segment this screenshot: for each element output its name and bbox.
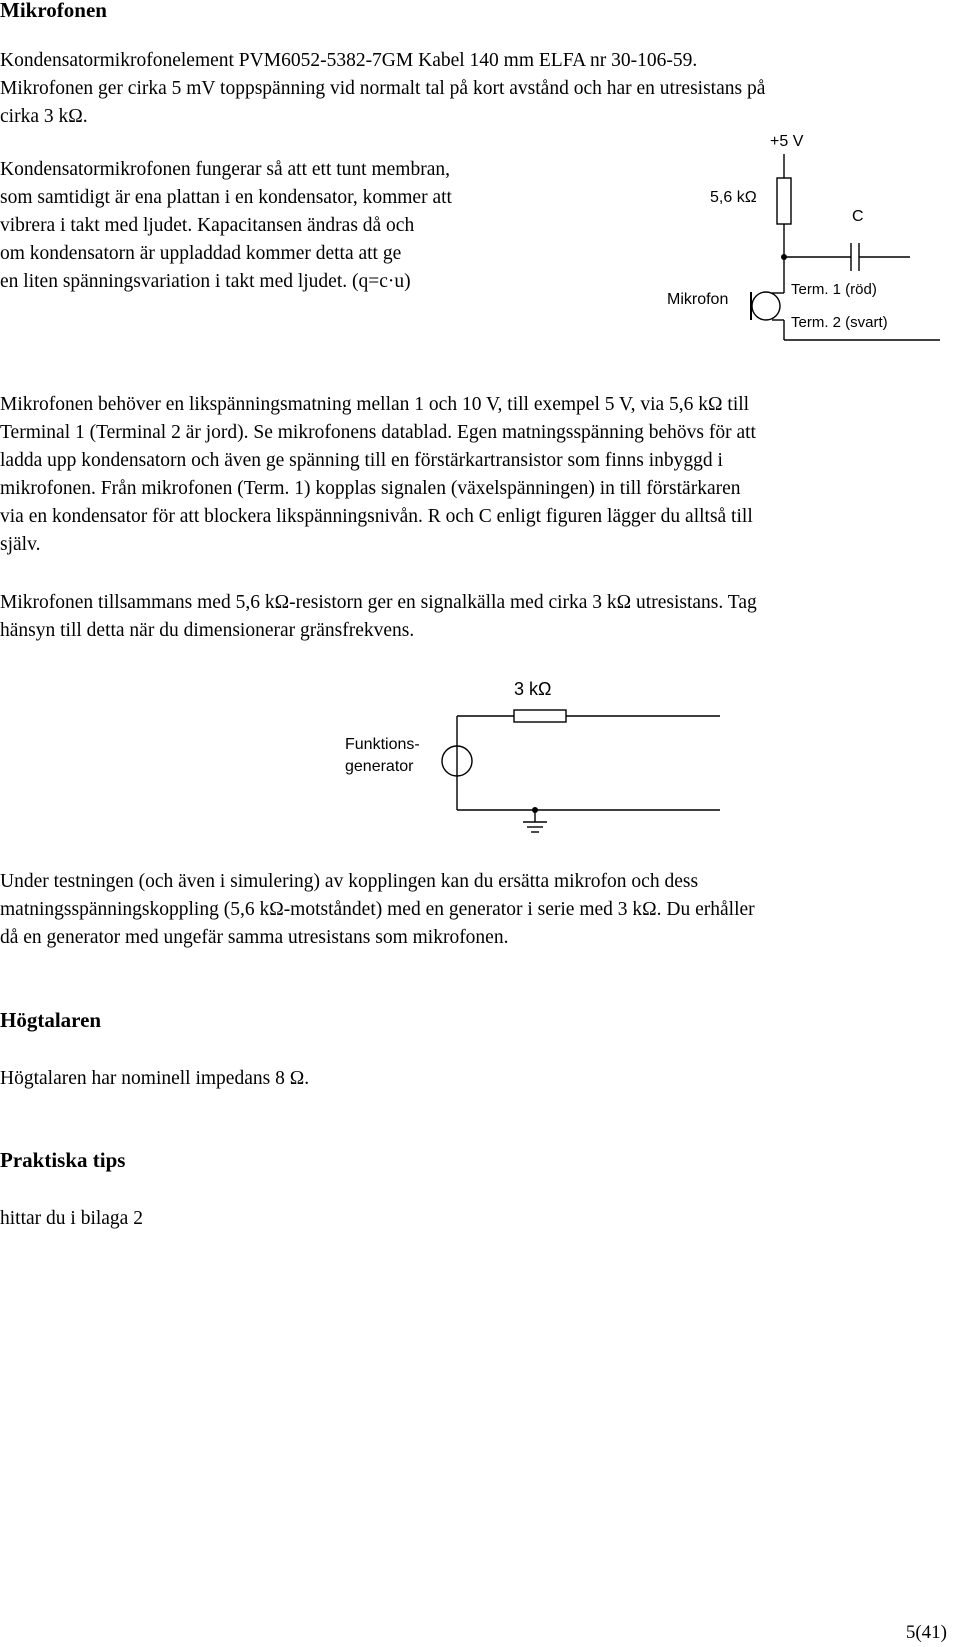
paragraph-line: själv. — [0, 534, 41, 555]
heading-praktiska-tips: Praktiska tips — [0, 1148, 126, 1172]
paragraph-tips: hittar du i bilaga 2 — [0, 1208, 143, 1229]
paragraph-line: cirka 3 kΩ. — [0, 106, 88, 127]
paragraph-line: mikrofonen. Från mikrofonen (Term. 1) kopplas signalen (växelspänningen) in till förstärkaren — [0, 478, 741, 499]
microphone-label: Mikrofon — [667, 291, 729, 308]
paragraph-hogtalaren: Högtalaren har nominell impedans 8 Ω. — [0, 1068, 310, 1089]
term1-label: Term. 1 (röd) — [791, 281, 877, 298]
paragraph-line: via en kondensator för att blockera likspänningsnivån. R och C enligt figuren lägger du alltså till — [0, 506, 753, 527]
paragraph-line: hänsyn till detta när du dimensionerar gränsfrekvens. — [0, 620, 415, 641]
heading-hogtalaren: Högtalaren — [0, 1008, 102, 1032]
paragraph-line: en liten spänningsvariation i takt med ljudet. (q=c·u) — [0, 271, 411, 292]
resistor-3k-symbol — [514, 710, 566, 722]
paragraph-line: Kondensatormikrofonelement PVM6052-5382-7GM Kabel 140 mm ELFA nr 30-106-59. — [0, 50, 698, 71]
generator-label-line2: generator — [345, 758, 414, 775]
paragraph-line: Mikrofonen ger cirka 5 mV toppspänning vid normalt tal på kort avstånd och har en utresistans på — [0, 78, 766, 99]
page-number: 5(41) — [905, 1622, 947, 1643]
paragraph-line: ladda upp kondensatorn och även ge spänning till en förstärkartransistor som finns inbyggd i — [0, 450, 723, 471]
paragraph-line: matningsspänningskoppling (5,6 kΩ-motståndet) med en generator i serie med 3 kΩ. Du erhåller — [0, 899, 755, 920]
generator-label-line1: Funktions- — [345, 736, 420, 753]
paragraph-line: Under testningen (och även i simulering) av kopplingen kan du ersätta mikrofon och dess — [0, 871, 699, 892]
paragraph-line: då en generator med ungefär samma utresistans som mikrofonen. — [0, 927, 509, 948]
paragraph-line: Mikrofonen tillsammans med 5,6 kΩ-resistorn ger en signalkälla med cirka 3 kΩ utresistans. Tag — [0, 592, 757, 613]
resistor-label: 5,6 kΩ — [710, 189, 757, 206]
paragraph-line: som samtidigt är ena plattan i en kondensator, kommer att — [0, 187, 452, 208]
term2-label: Term. 2 (svart) — [791, 314, 888, 331]
paragraph-line: Terminal 1 (Terminal 2 är jord). Se mikrofonens datablad. Egen matningsspänning behövs för att — [0, 422, 756, 443]
paragraph-line: om kondensatorn är uppladdad kommer detta att ge — [0, 243, 402, 264]
paragraph-line: Mikrofonen behöver en likspänningsmatning mellan 1 och 10 V, till exempel 5 V, via 5,6 kΩ till — [0, 394, 750, 415]
paragraph-line: Kondensatormikrofonen fungerar så att ett tunt membran, — [0, 159, 450, 180]
heading-mikrofonen: Mikrofonen — [0, 0, 107, 22]
resistor-3k-label: 3 kΩ — [514, 679, 552, 699]
supply-label: +5 V — [770, 133, 804, 150]
paragraph-line: vibrera i takt med ljudet. Kapacitansen ändras då och — [0, 215, 415, 236]
capacitor-label: C — [852, 208, 864, 225]
